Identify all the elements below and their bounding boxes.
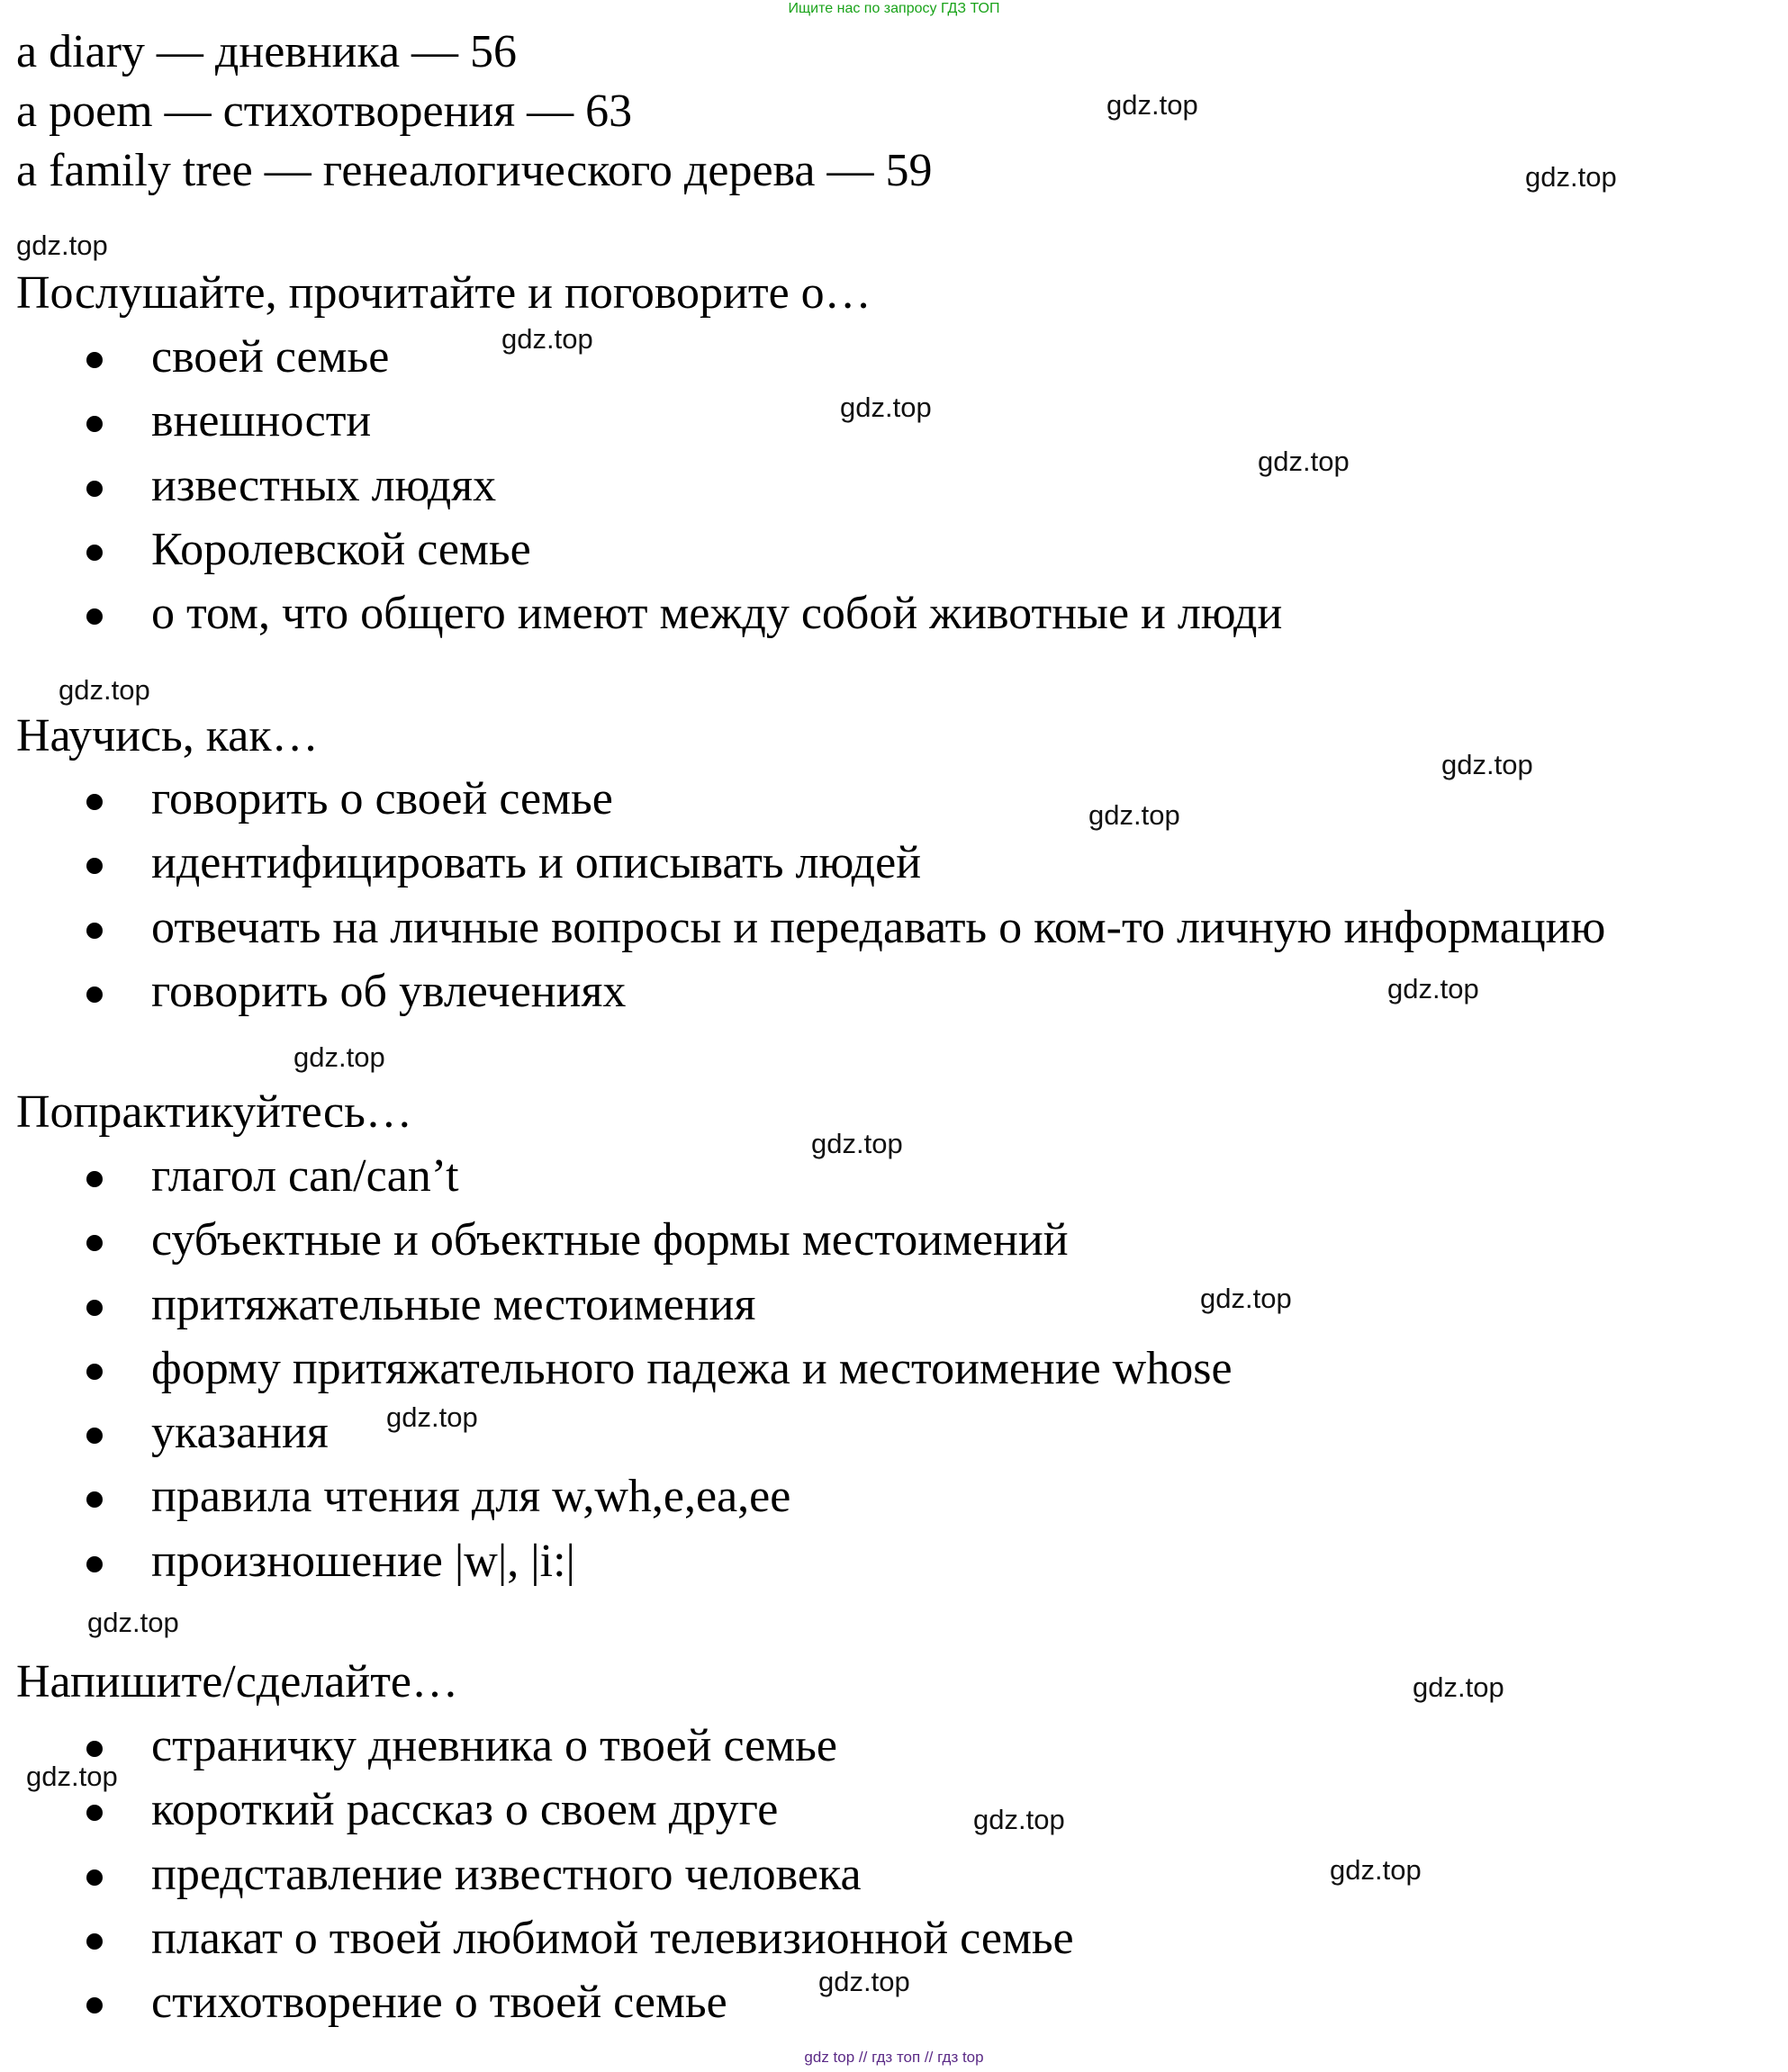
bullet-icon <box>86 545 103 561</box>
bullet-icon <box>86 416 103 432</box>
bullet-icon <box>86 858 103 874</box>
bullet-icon <box>86 608 103 625</box>
watermark: gdz.top <box>840 392 932 423</box>
bullet-icon <box>86 1869 103 1886</box>
watermark: gdz.top <box>1330 1854 1422 1886</box>
bullet-icon <box>86 1933 103 1950</box>
watermark: gdz.top <box>811 1128 903 1159</box>
bullet-icon <box>86 1805 103 1821</box>
watermark: gdz.top <box>16 230 108 261</box>
bullet-icon <box>86 1997 103 2013</box>
watermark: gdz.top <box>1441 749 1533 780</box>
watermark: gdz.top <box>1413 1671 1504 1703</box>
bullet-icon <box>86 1364 103 1380</box>
bullet-icon <box>86 923 103 939</box>
watermark: gdz.top <box>818 1966 910 1997</box>
watermark: gdz.top <box>26 1761 118 1792</box>
bullet-icon <box>86 1491 103 1508</box>
bullet-icon <box>86 1171 103 1187</box>
watermark: gdz.top <box>973 1804 1065 1835</box>
watermark: gdz.top <box>1106 89 1198 121</box>
watermark: gdz.top <box>1387 973 1479 1004</box>
vocab-line-diary: a diary — дневника — 56 <box>16 26 518 77</box>
bullet-icon <box>86 1300 103 1316</box>
section-heading-practice: Попрактикуйтесь… <box>16 1086 412 1138</box>
bullet-icon <box>86 481 103 497</box>
section-heading-write-do: Напишите/сделайте… <box>16 1656 459 1707</box>
watermark: gdz.top <box>1258 446 1350 477</box>
bullet-icon <box>86 794 103 810</box>
bullet-icon <box>86 986 103 1003</box>
watermark: gdz.top <box>1088 799 1180 831</box>
top-banner: Ищите нас по запросу ГДЗ ТОП <box>788 1 1000 16</box>
section-heading-learn-how: Научись, как… <box>16 710 319 761</box>
watermark: gdz.top <box>501 323 593 355</box>
section-heading-listen-read-talk: Послушайте, прочитайте и поговорите о… <box>16 267 871 319</box>
bottom-banner: gdz top // гдз топ // гдз top <box>804 2049 984 2066</box>
bullet-icon <box>86 1556 103 1572</box>
bullet-icon <box>86 1235 103 1251</box>
bullet-icon <box>86 1428 103 1444</box>
watermark: gdz.top <box>1525 161 1617 193</box>
watermark: gdz.top <box>293 1041 385 1073</box>
watermark: gdz.top <box>59 674 150 706</box>
vocab-line-family-tree: a family tree — генеалогического дерева — 59 <box>16 145 933 196</box>
vocab-line-poem: a poem — стихотворения — 63 <box>16 86 633 137</box>
watermark: gdz.top <box>386 1401 478 1433</box>
watermark: gdz.top <box>87 1607 179 1638</box>
watermark: gdz.top <box>1200 1283 1292 1314</box>
bullet-icon <box>86 352 103 368</box>
bullet-icon <box>86 1741 103 1757</box>
